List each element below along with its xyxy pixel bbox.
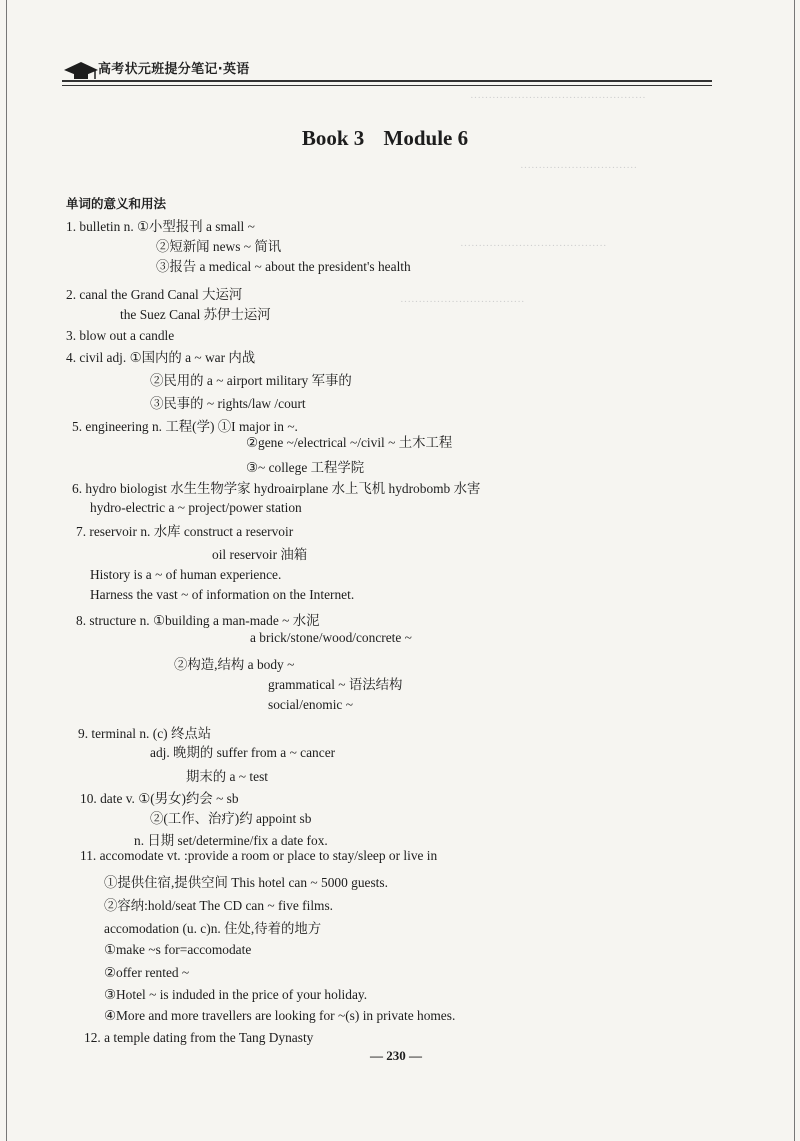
entry-line: Harness the vast ~ of information on the Internet. bbox=[90, 587, 355, 602]
entry-line: History is a ~ of human experience. bbox=[90, 567, 282, 582]
entry-line: 4. civil adj. ①国内的 a ~ war 内战 bbox=[66, 350, 256, 365]
entry-line: grammatical ~ 语法结构 bbox=[268, 677, 403, 692]
entry-line: accomodation (u. c)n. 住处,待着的地方 bbox=[104, 921, 322, 936]
entry-line: 11. accomodate vt. :provide a room or place to stay/sleep or live in bbox=[80, 848, 438, 863]
entry-line: ②短新闻 news ~ 简讯 bbox=[156, 239, 282, 254]
entry-line: ②容纳:hold/seat The CD can ~ five films. bbox=[104, 898, 334, 913]
entry-line: 2. canal the Grand Canal 大运河 bbox=[66, 287, 243, 302]
header-rule-thick bbox=[62, 80, 712, 82]
entry-line: 7. reservoir n. 水库 construct a reservoir bbox=[76, 524, 294, 539]
book-label: Book 3 bbox=[301, 126, 365, 150]
entry-line: ③报告 a medical ~ about the president's health bbox=[156, 259, 411, 274]
entry-line: ②构造,结构 a body ~ bbox=[174, 657, 295, 672]
entry-line: ③~ college 工程学院 bbox=[246, 460, 365, 475]
left-page-edge bbox=[6, 0, 7, 1141]
entry-line: the Suez Canal 苏伊士运河 bbox=[120, 307, 271, 322]
entry-line: ③民事的 ~ rights/law /court bbox=[150, 396, 306, 411]
entry-line: n. 日期 set/determine/fix a date fox. bbox=[134, 833, 328, 848]
entry-line: 10. date v. ①(男女)约会 ~ sb bbox=[80, 791, 239, 806]
module-label: Module 6 bbox=[383, 126, 469, 150]
bleed-through-text: ········································ bbox=[460, 240, 607, 252]
entry-line: 3. blow out a candle bbox=[66, 328, 175, 343]
entry-line: ①make ~s for=accomodate bbox=[104, 942, 252, 957]
entry-line: adj. 晚期的 suffer from a ~ cancer bbox=[150, 745, 336, 760]
section-heading: 单词的意义和用法 bbox=[66, 196, 167, 211]
bleed-through-text: ················································ bbox=[470, 92, 646, 104]
entry-line: 1. bulletin n. ①小型报刊 a small ~ bbox=[66, 219, 255, 234]
running-header bbox=[62, 54, 712, 88]
entry-line: 8. structure n. ①building a man-made ~ 水泥 bbox=[76, 613, 320, 628]
entry-line: ②gene ~/electrical ~/civil ~ 土木工程 bbox=[246, 435, 453, 450]
entry-line: ③Hotel ~ is induded in the price of your holiday. bbox=[104, 987, 368, 1002]
header-rule-thin bbox=[62, 85, 712, 86]
right-page-edge bbox=[794, 0, 795, 1141]
entry-line: a brick/stone/wood/concrete ~ bbox=[250, 630, 412, 645]
bleed-through-text: ·································· bbox=[400, 296, 525, 308]
entry-line: hydro-electric a ~ project/power station bbox=[90, 500, 302, 515]
entry-line: oil reservoir 油箱 bbox=[212, 547, 308, 562]
entry-line: 6. hydro biologist 水生生物学家 hydroairplane 水上飞机 hydrobomb 水害 bbox=[72, 481, 481, 496]
entry-line: social/enomic ~ bbox=[268, 697, 353, 712]
entry-line: 9. terminal n. (c) 终点站 bbox=[78, 726, 212, 741]
page-number: — 230 — bbox=[370, 1048, 422, 1063]
entry-line: 12. a temple dating from the Tang Dynasty bbox=[84, 1030, 314, 1045]
graduation-cap-icon bbox=[62, 58, 100, 82]
header-title: 高考状元班提分笔记·英语 bbox=[98, 62, 250, 77]
page-title bbox=[0, 126, 770, 151]
entry-line: 期末的 a ~ test bbox=[186, 769, 268, 784]
bleed-through-text: ································ bbox=[520, 162, 638, 174]
entry-line: ②(工作、治疗)约 appoint sb bbox=[150, 811, 312, 826]
entry-line: ①提供住宿,提供空间 This hotel can ~ 5000 guests. bbox=[104, 875, 388, 890]
entry-line: ②民用的 a ~ airport military 军事的 bbox=[150, 373, 352, 388]
entry-line: 5. engineering n. 工程(学) ①I major in ~. bbox=[72, 419, 298, 434]
entry-line: ④More and more travellers are looking for ~(s) in private homes. bbox=[104, 1008, 456, 1023]
entry-line: ②offer rented ~ bbox=[104, 965, 190, 980]
